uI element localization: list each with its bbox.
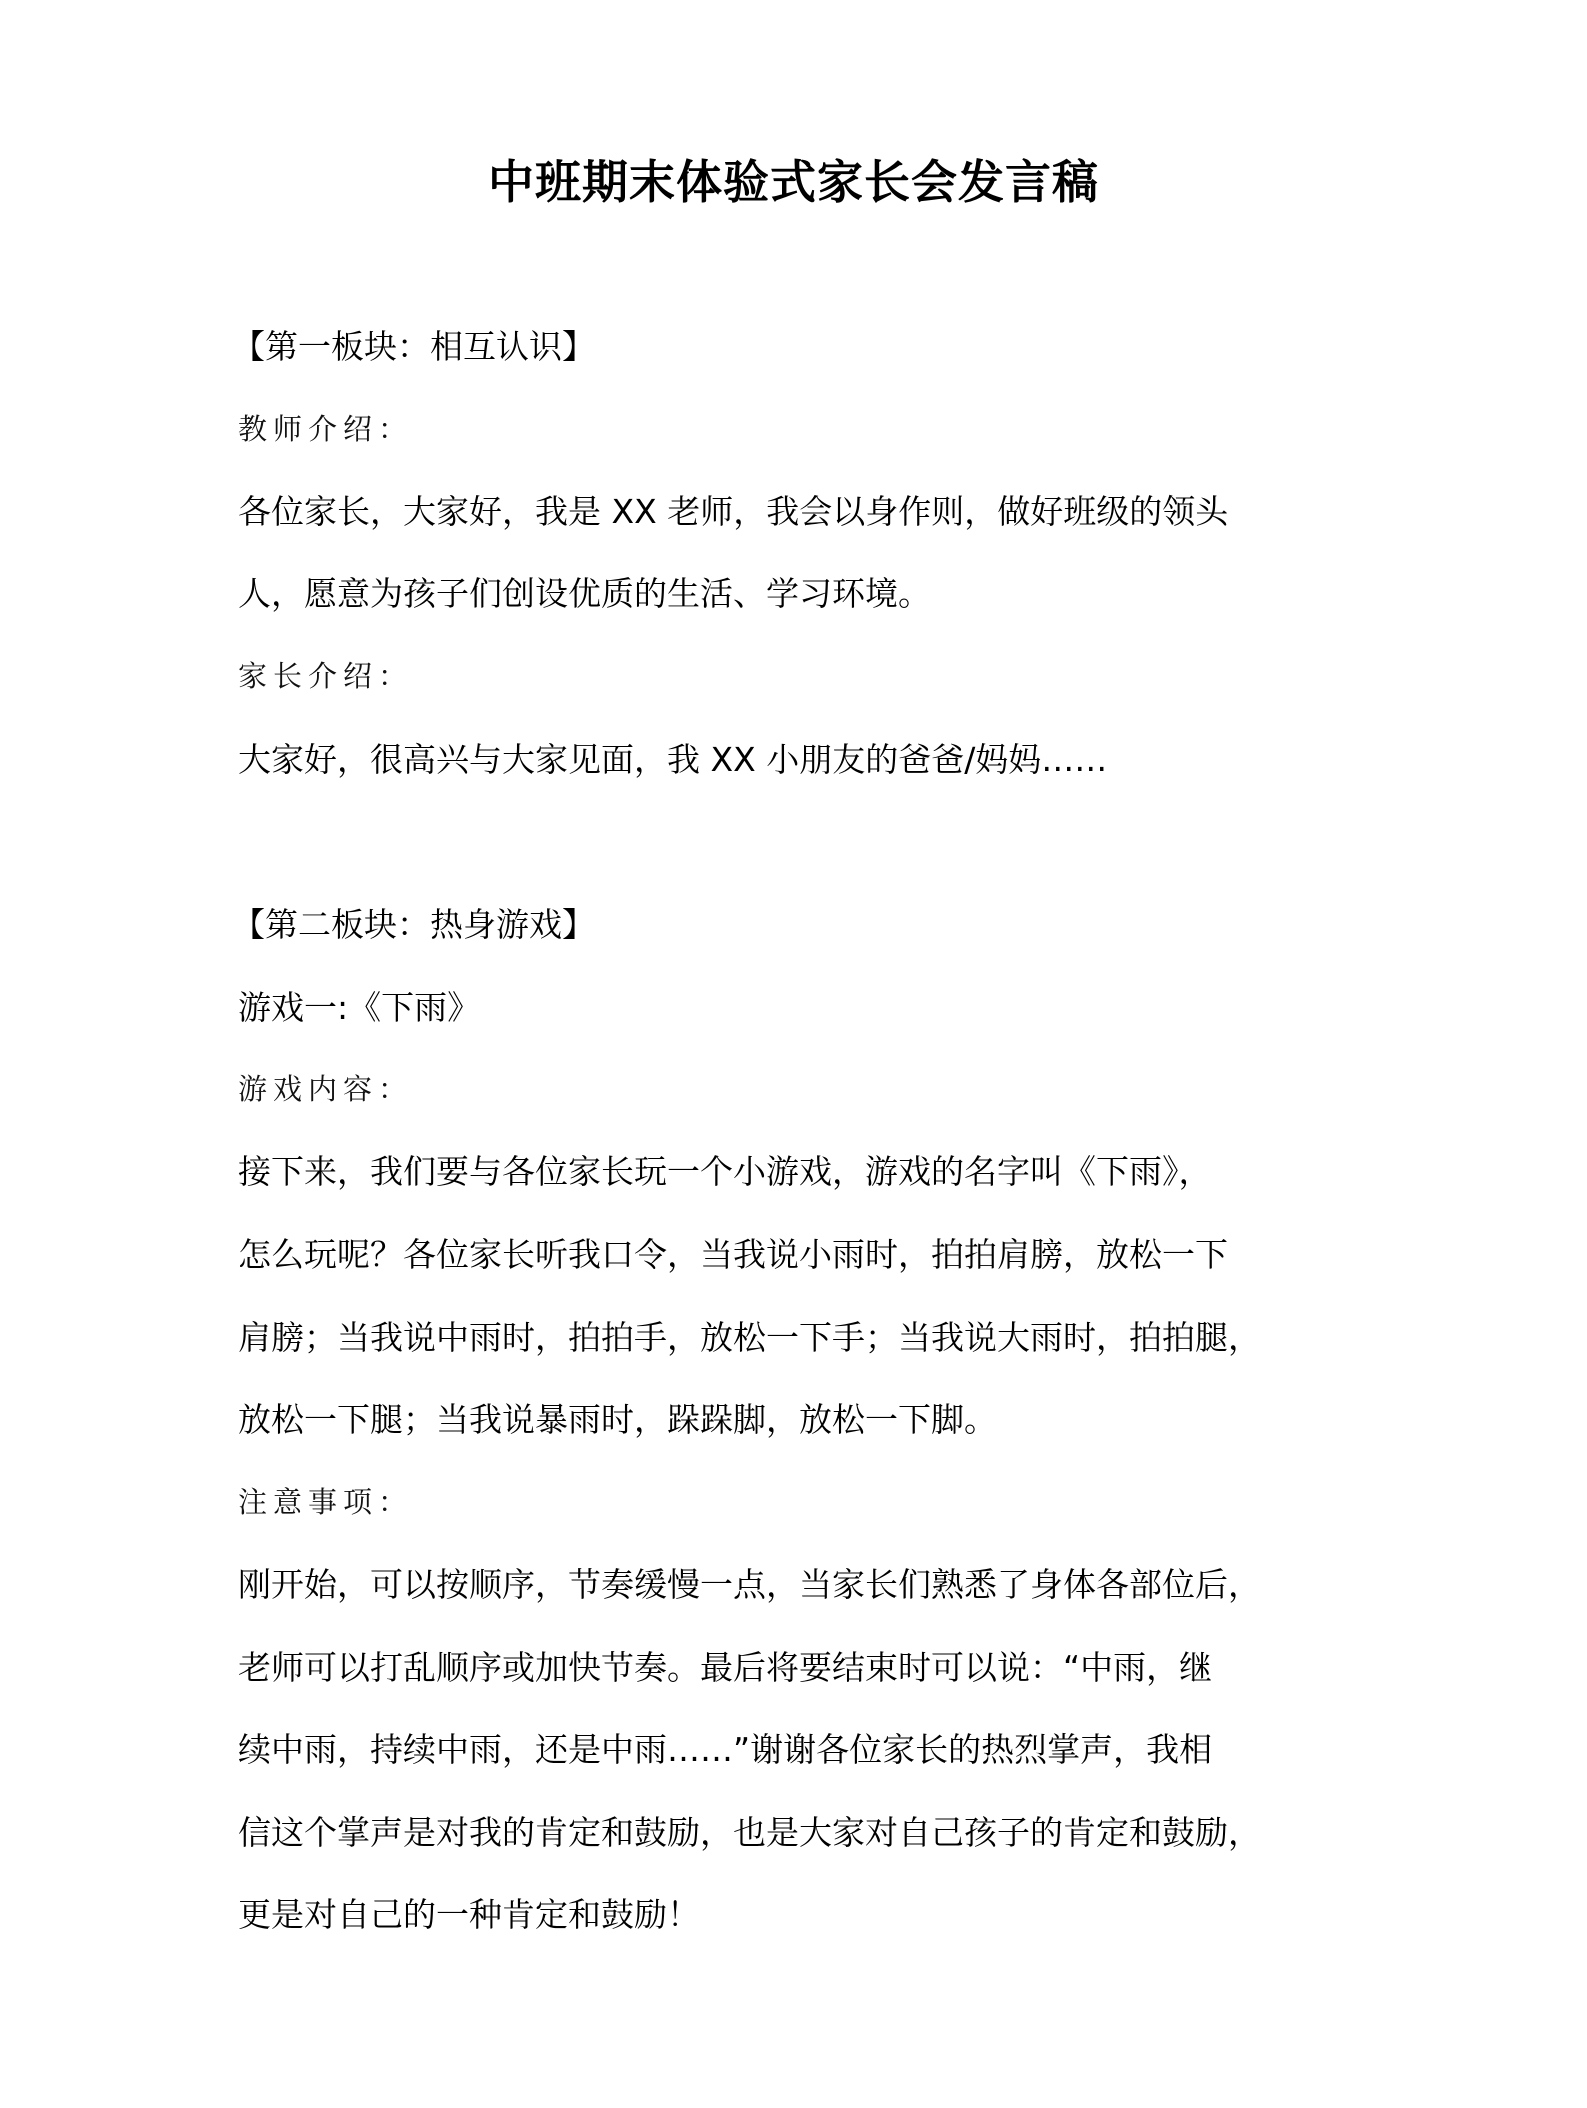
paragraph-line: 大家好，很高兴与大家见面，我 XX 小朋友的爸爸/妈妈…… <box>238 740 1108 779</box>
game-subheading: 游戏一:《下雨》 <box>238 988 481 1027</box>
paragraph-line: 肩膀；当我说中雨时，拍拍手，放松一下手；当我说大雨时，拍拍腿， <box>238 1318 1261 1357</box>
paragraph-line: 更是对自己的一种肯定和鼓励！ <box>238 1895 700 1934</box>
paragraph-line: 信这个掌声是对我的肯定和鼓励，也是大家对自己孩子的肯定和鼓励， <box>238 1813 1261 1852</box>
paragraph-line: 人，愿意为孩子们创设优质的生活、学习环境。 <box>238 574 931 613</box>
paragraph-line: 怎么玩呢？各位家长听我口令，当我说小雨时，拍拍肩膀，放松一下 <box>238 1235 1228 1274</box>
section-heading-2: 【第二板块：热身游戏】 <box>232 905 595 944</box>
document-title: 中班期末体验式家长会发言稿 <box>488 155 1099 209</box>
paragraph-line: 各位家长，大家好，我是 XX 老师，我会以身作则，做好班级的领头 <box>238 492 1229 531</box>
paragraph-line: 接下来，我们要与各位家长玩一个小游戏，游戏的名字叫《下雨》， <box>238 1152 1212 1191</box>
section-heading-1: 【第一板块：相互认识】 <box>232 327 595 366</box>
label-notes: 注意事项： <box>238 1485 414 1519</box>
paragraph-line: 刚开始，可以按顺序，节奏缓慢一点，当家长们熟悉了身体各部位后， <box>238 1565 1261 1604</box>
paragraph-line: 放松一下腿；当我说暴雨时，跺跺脚，放松一下脚。 <box>238 1400 997 1439</box>
paragraph-line: 续中雨，持续中雨，还是中雨……”谢谢各位家长的热烈掌声，我相 <box>238 1730 1213 1769</box>
label-parent-intro: 家长介绍： <box>238 659 414 693</box>
label-game-content: 游戏内容： <box>238 1072 414 1106</box>
label-teacher-intro: 教师介绍： <box>238 412 414 446</box>
paragraph-line: 老师可以打乱顺序或加快节奏。最后将要结束时可以说：“中雨，继 <box>238 1648 1213 1687</box>
